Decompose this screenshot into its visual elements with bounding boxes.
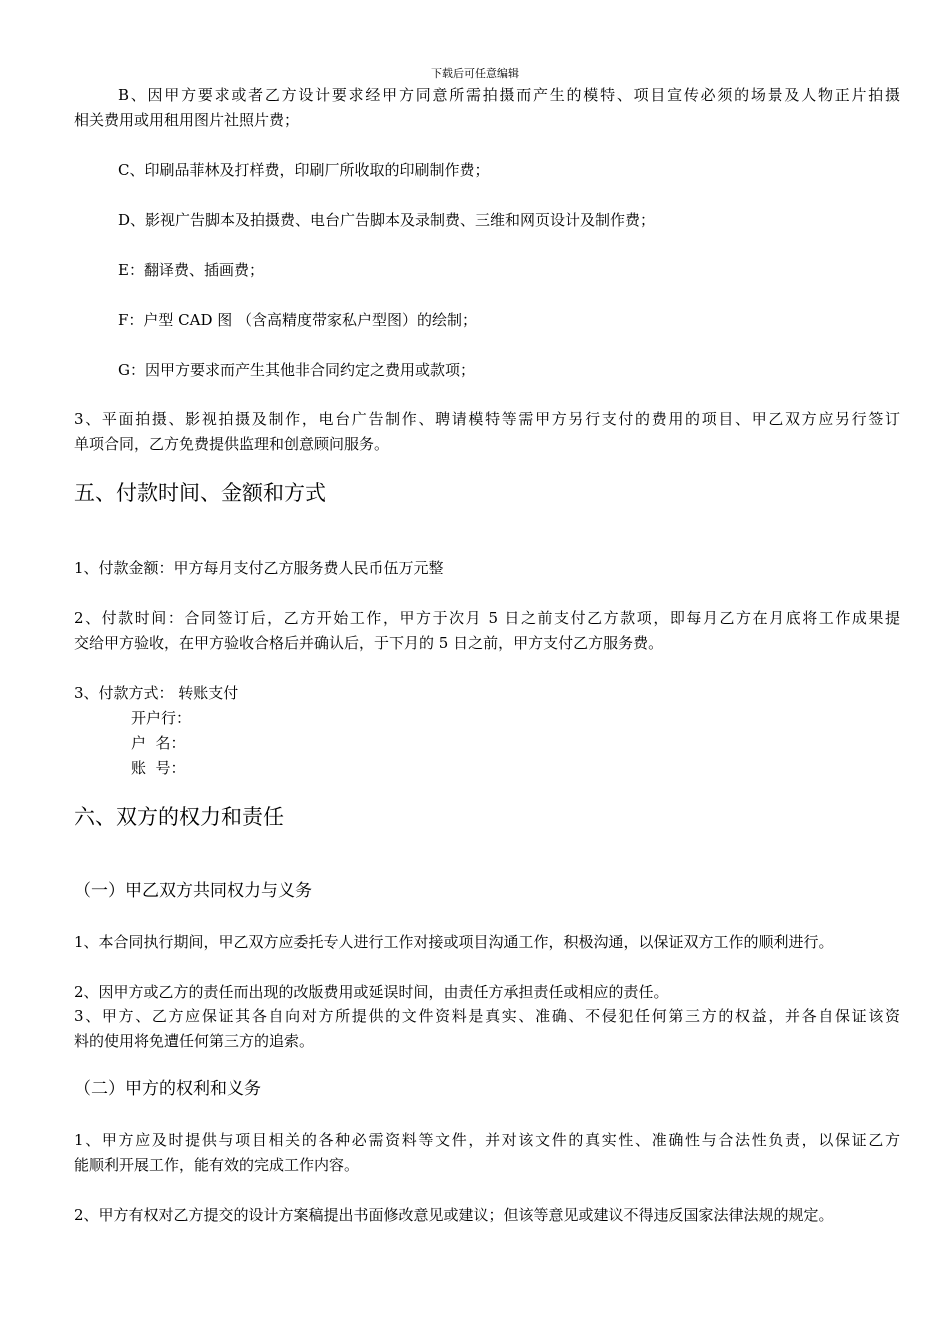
account-name-label: 户 名：: [131, 734, 186, 752]
cost-item-b-line2: 相关费用或用租用图片社照片费；: [74, 111, 300, 129]
shared-duty-3-line1: 3、甲方、乙方应保证其各自向对方所提供的文件资料是真实、准确、不侵犯任何第三方的权益，并各自保证该资: [74, 1007, 900, 1025]
party-a-duty-2: 2、甲方有权对乙方提交的设计方案稿提出书面修改意见或建议；但该等意见或建议不得违反国家法律法规的规定。: [74, 1206, 834, 1224]
cost-item-d: D、影视广告脚本及拍摄费、电台广告脚本及录制费、三维和网页设计及制作费；: [118, 211, 656, 229]
clause-3-line2: 单项合同，乙方免费提供监理和创意顾问服务。: [74, 435, 390, 453]
page-header: 下载后可任意编辑: [431, 67, 519, 80]
section-6-title: 六、双方的权力和责任: [74, 805, 284, 829]
cost-item-e: E：翻译费、插画费；: [118, 261, 264, 279]
bank-field-label: 开户行：: [131, 709, 192, 727]
clause-3-line1: 3、平面拍摄、影视拍摄及制作，电台广告制作、聘请模特等需甲方另行支付的费用的项目、甲乙双方应另行签订: [74, 410, 900, 428]
payment-method: 3、付款方式： 转账支付: [74, 684, 239, 702]
party-a-duty-1-line2: 能顺利开展工作，能有效的完成工作内容。: [74, 1156, 360, 1174]
cost-item-b-line1: B、因甲方要求或者乙方设计要求经甲方同意所需拍摄而产生的模特、项目宣传必须的场景及人物正片拍摄: [118, 86, 900, 104]
section-6-subtitle-1: （一）甲乙双方共同权力与义务: [74, 881, 312, 901]
shared-duty-2: 2、因甲方或乙方的责任而出现的改版费用或延误时间，由责任方承担责任或相应的责任。: [74, 983, 669, 1001]
shared-duty-1: 1、本合同执行期间，甲乙双方应委托专人进行工作对接或项目沟通工作，积极沟通，以保证双方工作的顺利进行。: [74, 933, 834, 951]
payment-amount: 1、付款金额：甲方每月支付乙方服务费人民币伍万元整: [74, 559, 444, 577]
section-5-title: 五、付款时间、金额和方式: [74, 481, 326, 505]
cost-item-f: F：户型 CAD 图 （含高精度带家私户型图）的绘制；: [118, 311, 478, 329]
party-a-duty-1-line1: 1、甲方应及时提供与项目相关的各种必需资料等文件，并对该文件的真实性、准确性与合法性负责，以保证乙方: [74, 1131, 900, 1149]
shared-duty-3-line2: 料的使用将免遭任何第三方的追索。: [74, 1032, 315, 1050]
section-6-subtitle-2: （二）甲方的权利和义务: [74, 1079, 261, 1099]
payment-time-line2: 交给甲方验收，在甲方验收合格后并确认后，于下月的 5 日之前，甲方支付乙方服务费。: [74, 634, 664, 652]
cost-item-g: G：因甲方要求而产生其他非合同约定之费用或款项；: [118, 361, 475, 379]
payment-time-line1: 2、付款时间：合同签订后，乙方开始工作，甲方于次月 5 日之前支付乙方款项，即每月乙方在月底将工作成果提: [74, 609, 900, 627]
cost-item-c: C、印刷品菲林及打样费，印刷厂所收取的印刷制作费；: [118, 161, 490, 179]
account-number-label: 账 号：: [131, 759, 186, 777]
